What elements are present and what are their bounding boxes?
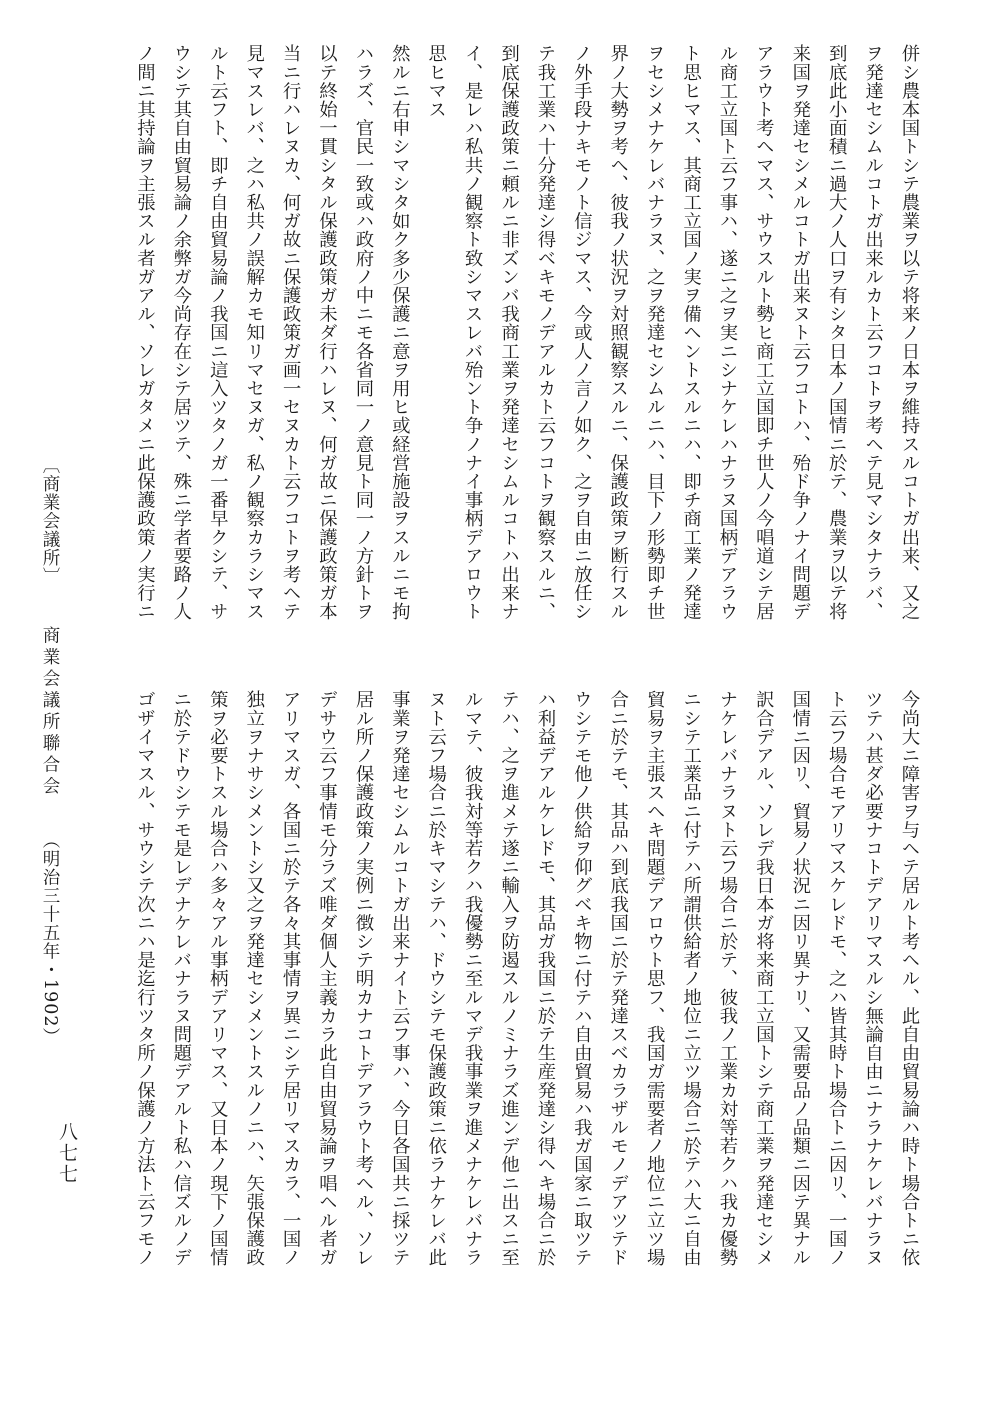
- text-column: 合ニ於テモ、其品ハ到底我国ニ於テ発達スベカラザルモノデアツテド: [607, 690, 629, 1267]
- text-column: ニ於テドウシテモ是レデナケレバナラヌ問題デアルト私ハ信ズルノデ: [170, 690, 192, 1267]
- text-column: 独立ヲナサシメントシ又之ヲ発達セシメントスルノニハ、矢張保護政: [243, 690, 265, 1267]
- text-column: ルト云フト、即チ自由貿易論ノ我国ニ這入ツタノガ一番早クシテ、サ: [207, 44, 229, 621]
- text-column: テハ、之ヲ進メテ遂ニ輸入ヲ防遏スルノミナラズ進ンデ他ニ出スニ至: [498, 690, 520, 1267]
- text-column: ト思ヒマス、其商工立国ノ実ヲ備ヘントスルニハ、即チ商工業ノ発達: [680, 44, 702, 621]
- text-column: 国情ニ因リ、貿易ノ状況ニ因リ異ナリ、又需要品ノ品類ニ因テ異ナル: [789, 690, 811, 1267]
- text-column: 到底保護政策ニ頼ルニ非ズンバ我商工業ヲ発達セシムルコトハ出来ナ: [498, 44, 520, 621]
- upper-text-block: [126, 44, 927, 644]
- text-column: 思ヒマス: [425, 44, 447, 119]
- text-column: 事業ヲ発達セシムルコトガ出来ナイト云フ事ハ、今日各国共ニ採ツテ: [389, 690, 411, 1267]
- text-column: 今尚大ニ障害ヲ与ヘテ居ルト考ヘル、此自由貿易論ハ時ト場合トニ依: [899, 690, 920, 1267]
- text-column: 居ル所ノ保護政策ノ実例ニ徴シテ明カナコトデアラウト考ヘル、ソレ: [352, 690, 374, 1267]
- text-column: ルマテ、彼我対等若クハ我優勢ニ至ルマデ我事業ヲ進メナケレバナラ: [462, 690, 484, 1267]
- publication-date: （明治三十五年・1902）: [40, 830, 60, 1046]
- text-column: ヌト云フ場合ニ於キマシテハ、ドウシテモ保護政策ニ依ラナケレバ此: [425, 690, 447, 1267]
- page-number: 八七七: [56, 1122, 78, 1185]
- text-column: 当ニ行ハレヌカ、何ガ故ニ保護政策ガ画一セヌカト云フコトヲ考ヘテ: [280, 44, 302, 621]
- text-column: ツテハ甚ダ必要ナコトデアリマスルシ無論自由ニナラナケレバナラヌ: [862, 690, 884, 1267]
- text-column: 界ノ大勢ヲ考ヘ、彼我ノ状況ヲ対照観察スルニ、保護政策ヲ断行スル: [607, 44, 629, 621]
- source-footer: [38, 456, 63, 1046]
- text-column: ウシテ其自由貿易論ノ余弊ガ今尚存在シテ居ツテ、殊ニ学者要路ノ人: [170, 44, 192, 621]
- text-column: ナケレバナラヌト云フ場合ニ於テ、彼我ノ工業カ対等若クハ我カ優勢: [716, 690, 738, 1267]
- text-column: ハ利益デアルケレドモ、其品ガ我国ニ於テ生産発達シ得ヘキ場合ニ於: [534, 690, 556, 1267]
- text-column: ゴザイマスル、サウシテ次ニハ是迄行ツタ所ノ保護ノ方法ト云フモノ: [134, 690, 156, 1267]
- lower-text-block: [126, 690, 927, 1330]
- text-column: 併シ農本国トシテ農業ヲ以テ将来ノ日本ヲ維持スルコトガ出来、又之: [899, 44, 920, 621]
- text-column: ノ外手段ナキモノト信ジマス、今或人ノ言ノ如ク、之ヲ自由ニ放任シ: [571, 44, 593, 621]
- text-column: 以テ終始一貫シタル保護政策ガ未ダ行ハレヌ、何ガ故ニ保護政策ガ本: [316, 44, 338, 621]
- text-column: アリマスガ、各国ニ於テ各々其事情ヲ異ニシテ居リマスカラ、一国ノ: [280, 690, 302, 1267]
- organization-name: 商業会議所聯合会: [40, 626, 60, 799]
- text-column: ウシテモ他ノ供給ヲ仰グベキ物ニ付テハ自由貿易ハ我ガ国家ニ取ツテ: [571, 690, 593, 1267]
- text-column: デサウ云フ事情モ分ラズ唯ダ個人主義カラ此自由貿易論ヲ唱ヘル者ガ: [316, 690, 338, 1267]
- text-column: 貿易ヲ主張スヘキ問題デアロウト思フ、我国ガ需要者ノ地位ニ立ツ場: [644, 690, 666, 1267]
- text-column: ヲセシメナケレバナラヌ、之ヲ発達セシムルニハ、目下ノ形勢即チ世: [644, 44, 666, 621]
- text-column: ノ間ニ其持論ヲ主張スル者ガアル、ソレガタメニ此保護政策ノ実行ニ: [134, 44, 156, 621]
- text-column: テ我工業ハ十分発達シ得ベキモノデアルカト云フコトヲ観察スルニ、: [534, 44, 556, 621]
- text-column: 訳合デアル、ソレデ我日本ガ将来商工立国トシテ商工業ヲ発達セシメ: [753, 690, 775, 1267]
- text-column: 然ルニ右申シマシタ如ク多少保護ニ意ヲ用ヒ或経営施設ヲスルニモ拘: [389, 44, 411, 621]
- text-column: ヲ発達セシムルコトガ出来ルカト云フコトヲ考ヘテ見マシタナラバ、: [862, 44, 884, 621]
- text-column: 到底此小面積ニ過大ノ人口ヲ有シタ日本ノ国情ニ於テ、農業ヲ以テ将: [826, 44, 848, 621]
- text-column: 来国ヲ発達セシメルコトガ出来ヌト云フコトハ、殆ド争ノナイ問題デ: [789, 44, 811, 621]
- text-column: イ、是レハ私共ノ観察ト致シマスレバ殆ント争ノナイ事柄デアロウト: [462, 44, 484, 621]
- series-label: 〔商業会議所〕: [40, 456, 60, 586]
- text-column: ニシテ工業品ニ付テハ所謂供給者ノ地位ニ立ツ場合ニ於テハ大ニ自由: [680, 690, 702, 1267]
- text-column: ル商工立国ト云フ事ハ、遂ニ之ヲ実ニシナケレハナラヌ国柄デアラウ: [716, 44, 738, 621]
- text-column: ハラズ、官民一致或ハ政府ノ中ニモ各省同一ノ意見ト同一ノ方針トヲ: [352, 44, 374, 621]
- text-column: アラウト考ヘマス、サウスルト勢ヒ商工立国即チ世人ノ今唱道シテ居: [753, 44, 775, 621]
- text-column: ト云フ場合モアリマスケレドモ、之ハ皆其時ト場合トニ因リ、一国ノ: [826, 690, 848, 1267]
- text-column: 策ヲ必要トスル場合ハ多々アル事柄デアリマス、又日本ノ現下ノ国情: [207, 690, 229, 1267]
- text-column: 見マスレバ、之ハ私共ノ誤解カモ知リマセヌガ、私ノ観察カラシマス: [243, 44, 265, 621]
